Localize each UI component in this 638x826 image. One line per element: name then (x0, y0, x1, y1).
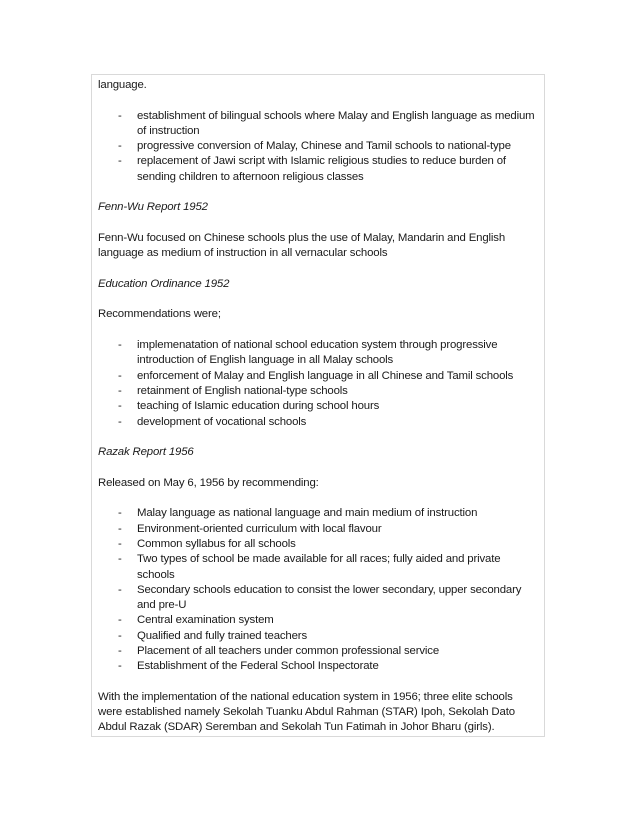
razak-heading: Razak Report 1956 (98, 446, 194, 459)
fennwu-heading: Fenn-Wu Report 1952 (98, 201, 208, 214)
list-item: - retainment of English national-type schools (118, 384, 348, 397)
list-item: - teaching of Islamic education during school hours (118, 400, 380, 413)
list-item: - Central examination system (118, 614, 274, 627)
list-item: - replacement of Jawi script with Islamic religious studies to reduce burden of sending children to afternoon religious classes (118, 155, 506, 183)
bilingual-list (98, 109, 538, 185)
list-item: - Malay language as national language and main medium of instruction (118, 507, 478, 520)
list-item: - Qualified and fully trained teachers (118, 629, 307, 642)
closing-paragraph: With the implementation of the national education system in 1956; three elite schools were established namely Sekolah Tuanku Abdul Rahman (STAR) Ipoh, Sekolah Dato Abdul Razak (SDAR) Seremban and Sekolah Tun Fatimah in Johor Bharu (girls). (98, 690, 515, 734)
list-item: - Environment-oriented curriculum with local flavour (118, 522, 382, 535)
ordinance-intro: Recommendations were; (98, 308, 221, 321)
list-item: - Secondary schools education to consist the lower secondary, upper secondary and pre-U (118, 583, 522, 612)
list-item: - progressive conversion of Malay, Chinese and Tamil schools to national-type (118, 140, 511, 153)
list-item: - Placement of all teachers under common professional service (118, 644, 440, 657)
list-item: - implemenatation of national school education system through progressive introduction of English language in all Malay schools (118, 339, 498, 367)
list-item: - Establishment of the Federal School Inspectorate (118, 660, 379, 673)
document-body (98, 78, 538, 736)
list-item: - Common syllabus for all schools (118, 537, 296, 550)
razak-intro: Released on May 6, 1956 by recommending: (98, 476, 319, 489)
list-item: - enforcement of Malay and English language in all Chinese and Tamil schools (118, 369, 514, 382)
intro-text: language. (98, 79, 147, 91)
razak-list (98, 506, 538, 674)
ordinance-list (98, 338, 538, 430)
list-item: - Two types of school be made available for all races; fully aided and private schools (118, 553, 501, 581)
fennwu-text: Fenn-Wu focused on Chinese schools plus the use of Malay, Mandarin and English language as medium of instruction in all vernacular schools (98, 231, 506, 260)
ordinance-heading: Education Ordinance 1952 (98, 277, 230, 290)
list-item: - development of vocational schools (118, 415, 307, 428)
list-item: - establishment of bilingual schools where Malay and English language as medium of instruction (118, 109, 535, 137)
